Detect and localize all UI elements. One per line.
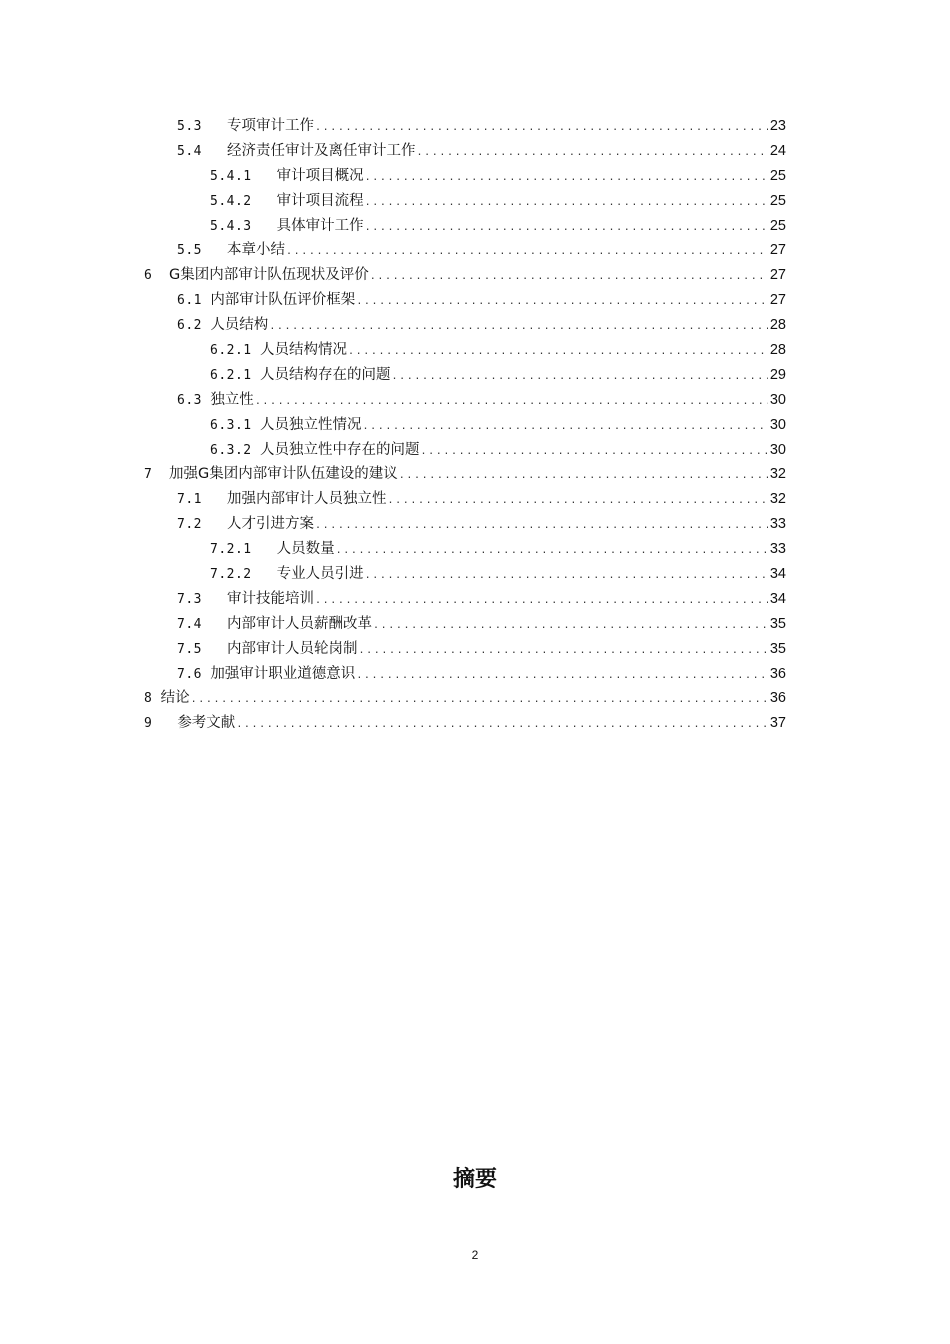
toc-leader-dots [315, 514, 768, 539]
toc-entry-page: 37 [769, 715, 786, 732]
toc-entry[interactable] [0, 612, 950, 637]
toc-entry[interactable] [0, 214, 950, 239]
toc-entry-line [210, 537, 786, 564]
toc-entry-title: 加强审计职业道德意识 [210, 665, 356, 682]
toc-entry-page: 28 [769, 317, 786, 334]
toc-entry-separator [202, 488, 227, 513]
toc-entry-page: 27 [769, 292, 786, 309]
toc-leader-dots [315, 116, 768, 141]
toc-entry-number: 6.3.2 [210, 442, 252, 458]
toc-entry-title: 参考文献 [177, 715, 236, 732]
toc-entry-title: 审计项目流程 [276, 192, 364, 209]
toc-entry-line [210, 438, 786, 465]
toc-entry-line [177, 637, 786, 664]
toc-entry-page: 33 [769, 516, 786, 533]
toc-entry-line [210, 164, 786, 191]
toc-entry-title: 具体审计工作 [276, 217, 364, 234]
toc-entry-title: 人员结构存在的问题 [259, 366, 391, 383]
toc-entry[interactable] [0, 288, 950, 313]
toc-entry-separator [252, 563, 277, 588]
toc-entry-separator [252, 165, 277, 190]
toc-entry[interactable] [0, 438, 950, 463]
toc-leader-dots [391, 365, 767, 390]
toc-entry-separator [152, 712, 177, 737]
toc-leader-dots [420, 440, 767, 465]
toc-entry-page: 28 [769, 342, 786, 359]
toc-entry-title: 内部审计人员薪酬改革 [226, 615, 372, 632]
toc-leader-dots [286, 240, 768, 265]
toc-entry-number: 5.4.3 [210, 218, 252, 234]
toc-leader-dots [348, 340, 768, 365]
toc-entry-separator [152, 463, 169, 488]
toc-entry-line [177, 487, 786, 514]
toc-leader-dots [358, 639, 767, 664]
toc-entry[interactable] [0, 587, 950, 612]
toc-leader-dots [365, 216, 768, 241]
toc-entry-line [177, 288, 786, 315]
toc-entry-separator [152, 687, 160, 712]
toc-entry-number: 7.2.1 [210, 542, 252, 558]
toc-entry[interactable] [0, 562, 950, 587]
toc-entry-title: 经济责任审计及离任审计工作 [226, 142, 416, 159]
toc-leader-dots [365, 191, 768, 216]
toc-entry-title: 人员独立性中存在的问题 [259, 441, 420, 458]
toc-entry-separator [202, 115, 227, 140]
toc-entry-title: 人员数量 [276, 541, 335, 558]
toc-entry-line [210, 413, 786, 440]
toc-leader-dots [336, 539, 768, 564]
toc-entry[interactable] [0, 189, 950, 214]
toc-entry-separator [202, 513, 227, 538]
toc-entry-separator [202, 239, 227, 264]
toc-leader-dots [365, 564, 768, 589]
toc-entry-line [144, 462, 786, 489]
toc-entry-separator [152, 264, 169, 289]
toc-entry-page: 32 [769, 491, 786, 508]
toc-entry[interactable] [0, 637, 950, 662]
toc-entry-number: 6.2.1 [210, 367, 252, 383]
toc-entry-separator [202, 638, 227, 663]
toc-entry[interactable] [0, 462, 950, 487]
toc-entry-line [210, 363, 786, 390]
toc-entry-line [210, 338, 786, 365]
toc-entry-separator [252, 190, 277, 215]
toc-entry-page: 29 [769, 366, 786, 383]
toc-entry[interactable] [0, 686, 950, 711]
toc-entry-page: 34 [769, 566, 786, 583]
toc-entry-line [177, 612, 786, 639]
toc-entry-title: 内部审计人员轮岗制 [226, 640, 358, 657]
toc-entry-number: 5.4.2 [210, 193, 252, 209]
toc-entry-separator [252, 414, 260, 439]
toc-entry[interactable] [0, 512, 950, 537]
toc-entry-line [177, 238, 786, 265]
toc-leader-dots [362, 415, 767, 440]
toc-entry-title: 结论 [160, 690, 190, 707]
toc-entry-number: 6.3 [177, 392, 202, 408]
toc-leader-dots [416, 141, 767, 166]
toc-leader-dots [373, 614, 768, 639]
toc-leader-dots [399, 464, 768, 489]
toc-leader-dots [370, 265, 768, 290]
toc-entry-number: 7.6 [177, 666, 202, 682]
toc-entry-separator [202, 613, 227, 638]
toc-entry-line [177, 139, 786, 166]
toc-entry-separator [252, 439, 260, 464]
toc-leader-dots [236, 713, 768, 738]
toc-entry-page: 25 [769, 192, 786, 209]
page-number: 2 [471, 1248, 479, 1262]
toc-entry-title: 人员结构 [210, 317, 269, 334]
toc-entry-line [144, 686, 786, 713]
toc-leader-dots [387, 489, 767, 514]
toc-leader-dots [315, 589, 768, 614]
toc-entry-line [177, 114, 786, 141]
toc-entry[interactable] [0, 711, 950, 736]
toc-entry-page: 32 [769, 466, 786, 483]
toc-entry[interactable] [0, 263, 950, 288]
toc-leader-dots [255, 390, 768, 415]
toc-entry[interactable] [0, 313, 950, 338]
toc-entry-separator [202, 588, 227, 613]
toc-entry-separator [202, 140, 227, 165]
toc-entry[interactable] [0, 487, 950, 512]
toc-entry-line [177, 512, 786, 539]
abstract-heading: 摘要 [452, 1167, 497, 1192]
toc-entry-page: 34 [769, 590, 786, 607]
toc-entry-title: 人才引进方案 [226, 516, 314, 533]
toc-entry-title: 加强内部审计人员独立性 [226, 491, 387, 508]
toc-entry[interactable] [0, 164, 950, 189]
toc-leader-dots [356, 664, 768, 689]
toc-entry-line [177, 313, 786, 340]
toc-entry-line [144, 711, 786, 738]
toc-entry-title: 审计项目概况 [276, 167, 364, 184]
toc-entry-number: 7 [144, 467, 153, 483]
toc-entry-separator [252, 339, 260, 364]
toc-entry[interactable] [0, 662, 950, 687]
toc-entry-number: 6.2.1 [210, 343, 252, 359]
toc-entry-number: 7.2.2 [210, 567, 252, 583]
toc-entry[interactable] [0, 338, 950, 363]
toc-entry-title: 内部审计队伍评价框架 [210, 292, 356, 309]
toc-entry[interactable] [0, 363, 950, 388]
toc-entry-page: 27 [769, 267, 786, 284]
toc-entry-number: 6 [144, 268, 153, 284]
toc-entry[interactable] [0, 388, 950, 413]
toc-leader-dots [365, 166, 768, 191]
toc-entry-separator [252, 364, 260, 389]
toc-entry-page: 24 [769, 142, 786, 159]
toc-entry-title: 审计技能培训 [226, 590, 314, 607]
toc-entry-page: 30 [769, 441, 786, 458]
toc-entry-page: 30 [769, 391, 786, 408]
toc-entry[interactable] [0, 537, 950, 562]
toc-entry-number: 5.4 [177, 143, 202, 159]
toc-entry-page: 33 [769, 541, 786, 558]
toc-entry[interactable] [0, 238, 950, 263]
toc-entry-separator [202, 663, 210, 688]
toc-entry-number: 6.3.1 [210, 417, 252, 433]
toc-entry-number: 7.3 [177, 591, 202, 607]
toc-entry[interactable] [0, 413, 950, 438]
toc-entry-number: 7.1 [177, 492, 202, 508]
toc-entry-page: 23 [769, 118, 786, 134]
toc-entry-separator [252, 538, 277, 563]
toc-entry-number: 7.5 [177, 641, 202, 657]
toc-entry[interactable] [0, 139, 950, 164]
toc-entry-separator [202, 389, 210, 414]
toc-entry-page: 35 [769, 615, 786, 632]
toc-entry-line [210, 189, 786, 216]
toc-entry[interactable] [0, 114, 950, 139]
table-of-contents [0, 114, 950, 736]
toc-entry-page: 27 [769, 242, 786, 259]
toc-entry-page: 25 [769, 167, 786, 184]
toc-entry-line [210, 214, 786, 241]
toc-entry-number: 5.4.1 [210, 168, 252, 184]
toc-entry-number: 6.1 [177, 293, 202, 309]
toc-entry-page: 36 [769, 665, 786, 682]
toc-entry-separator [202, 314, 210, 339]
toc-entry-number: 8 [144, 691, 153, 707]
toc-entry-line [144, 263, 786, 290]
toc-entry-title: 本章小结 [226, 242, 285, 259]
toc-entry-line [177, 662, 786, 689]
toc-entry-page: 35 [769, 640, 786, 657]
toc-entry-number: 7.2 [177, 517, 202, 533]
toc-leader-dots [191, 688, 768, 713]
toc-entry-line [210, 562, 786, 589]
toc-entry-title: 人员独立性情况 [259, 416, 362, 433]
toc-entry-page: 30 [769, 416, 786, 433]
toc-entry-title: 专业人员引进 [276, 566, 364, 583]
toc-leader-dots [269, 315, 768, 340]
toc-entry-number: 6.2 [177, 318, 202, 334]
toc-leader-dots [356, 290, 768, 315]
toc-entry-title: 专项审计工作 [226, 118, 314, 134]
toc-entry-page: 36 [769, 690, 786, 707]
toc-entry-number: 5.3 [177, 119, 202, 134]
toc-entry-line [177, 388, 786, 415]
toc-entry-number: 9 [144, 716, 153, 732]
toc-entry-separator [252, 215, 277, 240]
toc-entry-line [177, 587, 786, 614]
toc-entry-number: 7.4 [177, 616, 202, 632]
toc-entry-number: 5.5 [177, 243, 202, 259]
toc-entry-title: G集团内部审计队伍现状及评价 [168, 267, 369, 284]
toc-entry-title: 加强G集团内部审计队伍建设的建议 [168, 466, 398, 483]
toc-entry-title: 人员结构情况 [259, 342, 347, 359]
toc-entry-page: 25 [769, 217, 786, 234]
toc-entry-title: 独立性 [210, 391, 254, 408]
toc-entry-separator [202, 289, 210, 314]
